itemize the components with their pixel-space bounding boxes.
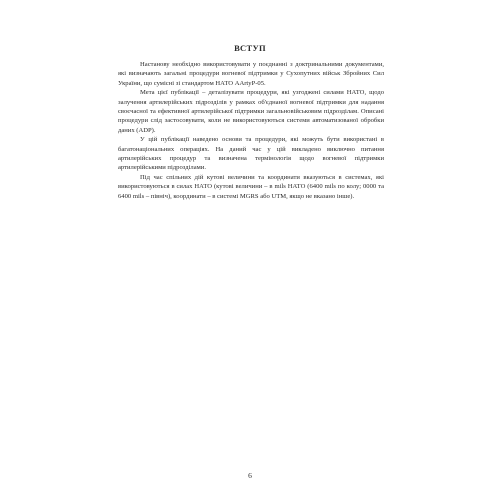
paragraph-1: Настанову необхідно використовувати у поєднанні з доктринальними документами, які визначають загальні процедури вогневої підтримки у Сухопутних військ Збройних Сил України, що сумісні зі стандартом НАТО ААrtyP-05. [118,61,384,87]
body-text [118,60,384,201]
page-number: 6 [248,471,252,480]
paragraph-4: Під час спільних дій кутові величини та координати вказуються в системах, які використовуються в силах НАТО (кутові величини – в mils НАТО (6400 mils по колу; 0000 та 6400 mils – північ), координати – в системі MGRS або UTM, якщо не вказано інше). [118,173,384,200]
paragraph-3: У цій публікації наведено основи та процедури, які можуть бути використані в багатонаціональних операціях. На даний час у цій викладено виключно питання артилерійських процедур та визначена термінологія щодо вогневої підтримки артилерійськими підрозділами. [118,136,384,172]
section-title: ВСТУП [234,43,266,53]
paragraph-2: Мета цієї публікації – деталізувати процедури, які узгоджені силами НАТО, щодо залучення артилерійських підрозділів у рамках об'єднаної вогневої підтримки для надання своєчасної та ефективної артилерійської підтримки загальновійськовим підрозділам. Описані процедури слід застосовувати, коли не використовуються системи автоматизованої обробки даних (ADP). [118,89,384,134]
